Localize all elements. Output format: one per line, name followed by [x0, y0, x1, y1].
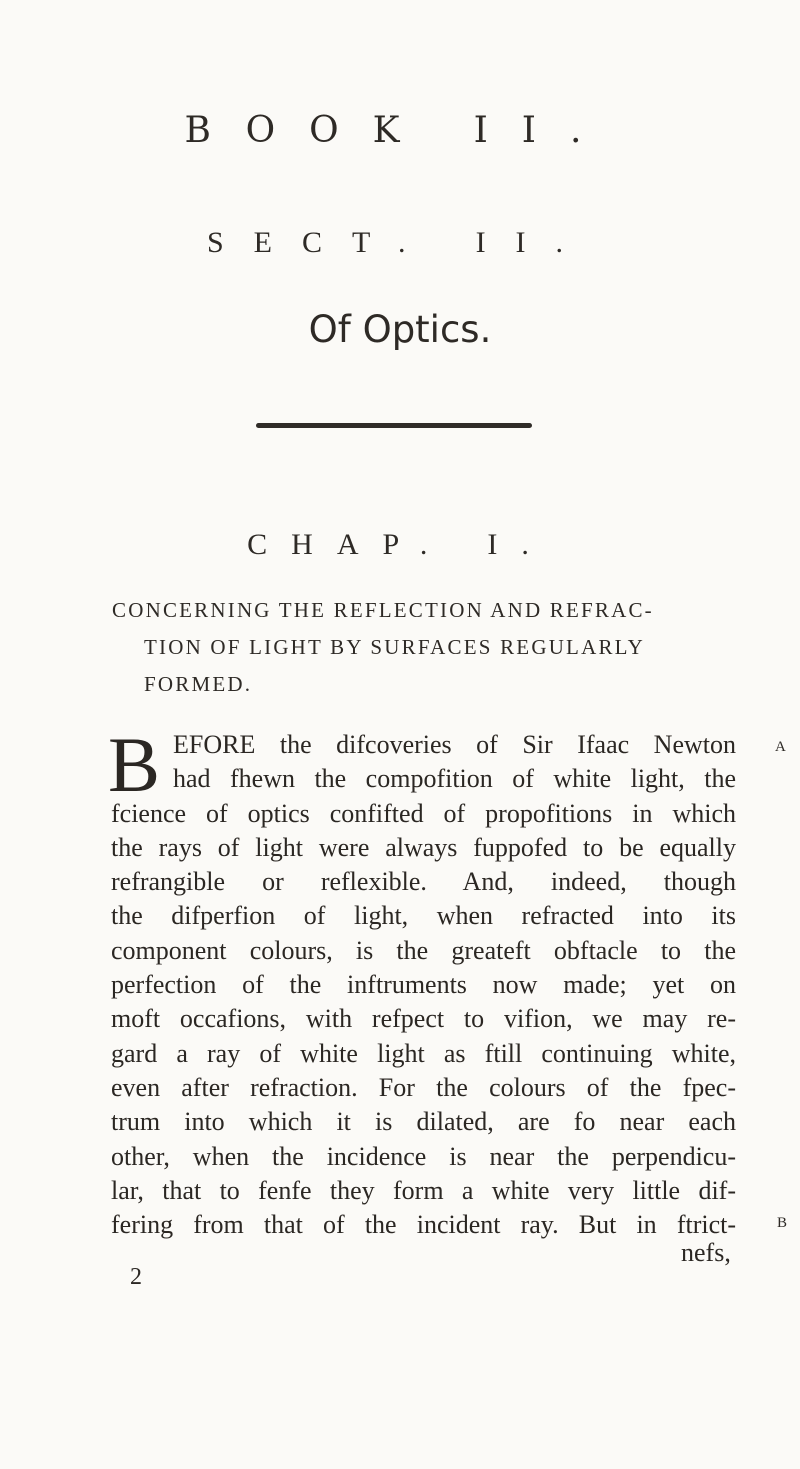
text-line: moft occafions, with refpect to vifion, we may re- — [111, 1004, 736, 1034]
section-heading — [0, 226, 800, 260]
body-paragraph — [111, 728, 736, 1242]
section-number: II. — [475, 226, 594, 259]
chapter-title-line: CONCERNING THE REFLECTION AND REFRAC- — [112, 598, 654, 622]
text-line: lar, that to fenfe they form a white very little dif- — [111, 1175, 736, 1205]
chapter-label: CHAP. — [247, 528, 452, 561]
book-label: BOOK — [184, 110, 434, 151]
text-line: the rays of light were always fuppofed to be equally — [111, 832, 736, 862]
text-line: other, when the incidence is near the perpendicu- — [111, 1141, 736, 1171]
text-line: gard a ray of white light as ftill continuing white, — [111, 1038, 736, 1068]
chapter-number: I. — [487, 528, 553, 561]
book-heading — [0, 110, 800, 151]
heading-rule — [256, 423, 532, 428]
margin-note-b: B — [777, 1215, 788, 1231]
text-line: the difperfion of light, when refracted into its — [111, 901, 736, 931]
chapter-heading — [0, 528, 800, 562]
text-line: even after refraction. For the colours of the fpec- — [111, 1072, 736, 1102]
chapter-title-line: FORMED. — [144, 672, 253, 696]
chapter-title — [112, 592, 732, 703]
drop-cap: B — [108, 721, 161, 808]
text-line: refrangible or reflexible. And, indeed, though — [111, 867, 736, 897]
signature-mark: 2 — [130, 1264, 142, 1290]
section-label: SECT. — [206, 226, 436, 259]
book-number: II. — [473, 110, 616, 151]
chapter-title-line: TION OF LIGHT BY SURFACES REGULARLY — [144, 635, 645, 659]
catchword: nefs, — [681, 1238, 731, 1267]
text-line: had fhewn the compofition of white light, the — [173, 764, 736, 794]
text-line: fcience of optics confifted of propofitions in which — [111, 798, 736, 828]
text-line: component colours, is the greateft obftacle to the — [111, 935, 736, 965]
text-line: perfection of the inftruments now made; yet on — [111, 970, 736, 1000]
text-line: fering from that of the incident ray. But in ftrict- — [111, 1210, 736, 1240]
margin-note-a: A — [775, 739, 786, 755]
subject-title: Of Optics. — [308, 308, 492, 351]
text-line: trum into which it is dilated, are fo near each — [111, 1107, 736, 1137]
text-line: EFORE the difcoveries of Sir Ifaac Newton — [173, 730, 736, 759]
